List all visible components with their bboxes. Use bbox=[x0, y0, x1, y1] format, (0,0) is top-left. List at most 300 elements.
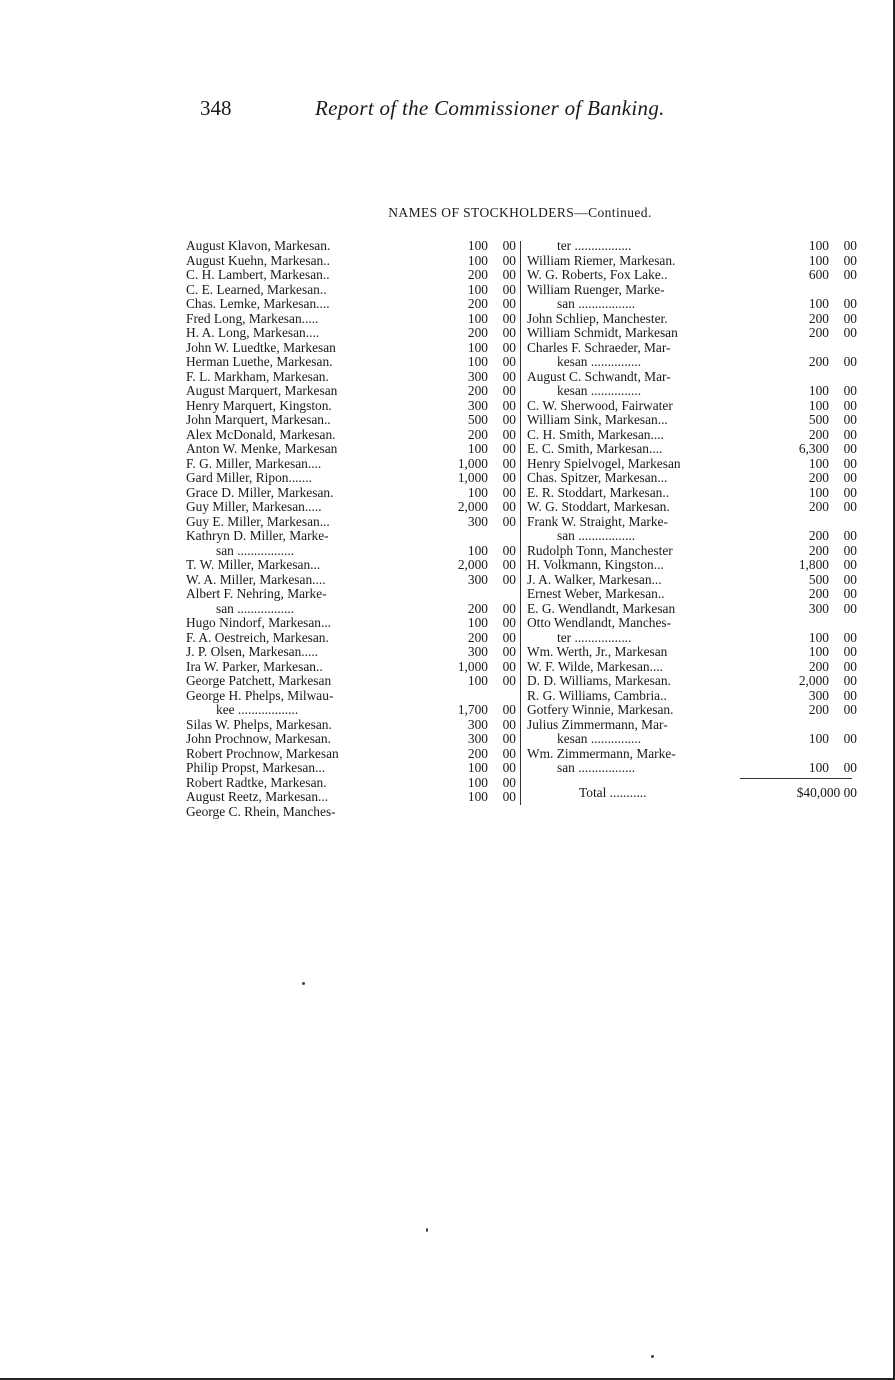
amount-dollars: 600 bbox=[808, 267, 829, 282]
share-amount bbox=[428, 790, 516, 805]
stockholder-name: Robert Radtke, Markesan. bbox=[186, 775, 327, 790]
stockholder-row bbox=[186, 370, 516, 385]
stockholder-name: William Schmidt, Markesan bbox=[527, 326, 678, 340]
stockholder-row bbox=[527, 428, 857, 443]
amount-dollars: 100 bbox=[467, 252, 488, 268]
amount-dollars: 2,000 bbox=[457, 557, 488, 572]
stockholder-name: kee .................. bbox=[216, 703, 299, 717]
total-rule bbox=[740, 778, 852, 779]
stockholder-row bbox=[186, 645, 516, 660]
stockholder-name: Grace D. Miller, Markesan. bbox=[186, 485, 334, 500]
amount-dollars: 200 bbox=[808, 658, 829, 674]
share-amount bbox=[769, 428, 857, 443]
share-amount bbox=[769, 761, 857, 776]
stockholder-name: John Schliep, Manchester. bbox=[527, 311, 668, 326]
share-amount bbox=[769, 457, 857, 472]
amount-cents: 00 bbox=[843, 426, 857, 442]
amount-dollars: 100 bbox=[467, 310, 488, 326]
stockholder-name: Hugo Nindorf, Markesan... bbox=[186, 616, 332, 630]
stockholder-name: Guy Miller, Markesan..... bbox=[186, 500, 322, 514]
amount-dollars: 300 bbox=[808, 687, 829, 703]
stockholder-row bbox=[186, 457, 516, 472]
page-number: 348 bbox=[200, 96, 232, 120]
amount-dollars: 100 bbox=[808, 383, 829, 398]
share-amount bbox=[769, 703, 857, 718]
amount-dollars: 1,700 bbox=[457, 702, 488, 717]
amount-dollars: 200 bbox=[808, 354, 829, 369]
amount-dollars: 300 bbox=[808, 600, 829, 616]
stockholder-name: san ................. bbox=[557, 529, 636, 543]
stockholder-name: Charles F. Schraeder, Mar- bbox=[527, 340, 671, 355]
amount-cents: 00 bbox=[502, 368, 516, 384]
stockholder-row bbox=[527, 602, 857, 617]
stockholder-row bbox=[186, 326, 516, 341]
share-amount bbox=[428, 645, 516, 660]
stockholder-row bbox=[527, 239, 857, 254]
stockholder-name: C. E. Learned, Markesan.. bbox=[186, 282, 327, 297]
share-amount bbox=[769, 587, 857, 602]
stockholder-name: J. P. Olsen, Markesan..... bbox=[186, 645, 319, 659]
amount-dollars: 100 bbox=[467, 774, 488, 790]
stockholder-row bbox=[527, 326, 857, 341]
amount-dollars: 100 bbox=[808, 644, 829, 659]
amount-cents: 00 bbox=[843, 238, 857, 253]
share-amount bbox=[769, 515, 857, 530]
amount-dollars: 200 bbox=[808, 325, 829, 340]
amount-dollars: 100 bbox=[467, 789, 488, 804]
stockholder-row bbox=[186, 689, 516, 704]
amount-dollars: 200 bbox=[467, 267, 488, 282]
stockholder-name: Philip Propst, Markesan... bbox=[186, 761, 326, 775]
share-amount bbox=[769, 660, 857, 675]
amount-dollars: 500 bbox=[467, 412, 488, 427]
amount-dollars: 100 bbox=[467, 615, 488, 630]
stockholder-row bbox=[527, 500, 857, 515]
amount-dollars: 500 bbox=[808, 412, 829, 427]
stockholder-row bbox=[186, 631, 516, 646]
share-amount bbox=[428, 326, 516, 341]
share-amount bbox=[769, 602, 857, 617]
amount-dollars: 200 bbox=[467, 383, 488, 398]
amount-cents: 00 bbox=[502, 267, 516, 282]
amount-dollars: 100 bbox=[808, 296, 829, 311]
share-amount bbox=[428, 399, 516, 414]
share-amount bbox=[769, 442, 857, 457]
stockholder-name: Alex McDonald, Markesan. bbox=[186, 427, 336, 442]
share-amount bbox=[428, 254, 516, 269]
amount-dollars: 200 bbox=[808, 426, 829, 442]
stockholder-name: W. G. Stoddart, Markesan. bbox=[527, 500, 670, 514]
stockholder-row bbox=[186, 587, 516, 602]
share-amount bbox=[428, 442, 516, 457]
amount-dollars: 1,000 bbox=[457, 658, 488, 674]
stockholder-row bbox=[186, 413, 516, 428]
amount-cents: 00 bbox=[843, 644, 857, 659]
stockholder-name: kesan ............... bbox=[557, 732, 642, 746]
stockholder-row bbox=[527, 413, 857, 428]
stockholder-row bbox=[527, 384, 857, 399]
stockholder-name: Silas W. Phelps, Markesan. bbox=[186, 717, 332, 732]
share-amount bbox=[769, 500, 857, 515]
amount-dollars: 100 bbox=[808, 731, 829, 746]
amount-cents: 00 bbox=[502, 629, 516, 645]
stockholder-row bbox=[186, 515, 516, 530]
stockholder-row bbox=[527, 689, 857, 704]
amount-dollars: 100 bbox=[467, 484, 488, 500]
stockholder-name: ter ................. bbox=[557, 239, 632, 253]
amount-dollars: 200 bbox=[467, 629, 488, 645]
amount-cents: 00 bbox=[502, 310, 516, 326]
amount-cents: 00 bbox=[502, 789, 516, 804]
share-amount bbox=[769, 239, 857, 254]
stockholder-name: san ................. bbox=[557, 297, 636, 311]
stockholder-row bbox=[527, 544, 857, 559]
stockholder-row bbox=[186, 660, 516, 675]
stockholder-row bbox=[527, 442, 857, 457]
stockholder-name: George Patchett, Markesan bbox=[186, 674, 332, 688]
amount-cents: 00 bbox=[843, 354, 857, 369]
stockholder-row bbox=[527, 341, 857, 356]
stockholder-name: Frank W. Straight, Marke- bbox=[527, 514, 668, 529]
stockholder-name: H. A. Long, Markesan.... bbox=[186, 326, 320, 340]
stockholder-name: W. A. Miller, Markesan.... bbox=[186, 572, 326, 587]
share-amount bbox=[428, 457, 516, 472]
amount-dollars: 200 bbox=[467, 600, 488, 616]
stockholder-name: August Kuehn, Markesan.. bbox=[186, 253, 330, 268]
amount-cents: 00 bbox=[502, 557, 516, 572]
speck bbox=[302, 982, 305, 985]
amount-dollars: 100 bbox=[467, 760, 488, 775]
stockholder-name: Ira W. Parker, Markesan.. bbox=[186, 659, 323, 674]
amount-cents: 00 bbox=[502, 325, 516, 340]
stockholder-row bbox=[186, 674, 516, 689]
stockholder-row bbox=[527, 283, 857, 298]
amount-dollars: 200 bbox=[467, 325, 488, 340]
share-amount bbox=[769, 297, 857, 312]
amount-cents: 00 bbox=[502, 441, 516, 456]
share-amount bbox=[428, 660, 516, 675]
share-amount bbox=[428, 515, 516, 530]
stockholder-name: Wm. Werth, Jr., Markesan bbox=[527, 645, 668, 659]
amount-dollars: 300 bbox=[467, 731, 488, 746]
stockholder-name: kesan ............... bbox=[557, 355, 642, 369]
amount-cents: 00 bbox=[843, 267, 857, 282]
share-amount bbox=[769, 399, 857, 414]
amount-cents: 00 bbox=[502, 426, 516, 442]
stockholder-row bbox=[527, 747, 857, 762]
stockholder-name: Henry Spielvogel, Markesan bbox=[527, 456, 681, 471]
stockholder-row bbox=[186, 732, 516, 747]
stockholder-row bbox=[527, 573, 857, 588]
stockholder-name: August Reetz, Markesan... bbox=[186, 790, 329, 804]
stockholder-name: Fred Long, Markesan..... bbox=[186, 311, 319, 326]
amount-dollars: 200 bbox=[808, 470, 829, 485]
amount-dollars: 300 bbox=[467, 368, 488, 384]
amount-cents: 00 bbox=[502, 281, 516, 297]
share-amount bbox=[428, 500, 516, 515]
share-amount bbox=[769, 718, 857, 733]
stockholder-name: E. C. Smith, Markesan.... bbox=[527, 442, 663, 456]
share-amount bbox=[769, 645, 857, 660]
report-title: Report of the Commissioner of Banking. bbox=[315, 96, 665, 120]
share-amount bbox=[769, 674, 857, 689]
amount-cents: 00 bbox=[843, 484, 857, 500]
stockholder-row bbox=[527, 254, 857, 269]
stockholder-row bbox=[527, 370, 857, 385]
amount-dollars: 200 bbox=[808, 702, 829, 717]
stockholder-name: E. R. Stoddart, Markesan.. bbox=[527, 485, 670, 500]
share-amount bbox=[769, 355, 857, 370]
stockholder-row bbox=[186, 254, 516, 269]
amount-dollars: 2,000 bbox=[457, 499, 488, 514]
amount-dollars: 1,000 bbox=[457, 455, 488, 471]
stockholder-row bbox=[186, 718, 516, 733]
share-amount bbox=[769, 283, 857, 298]
share-amount bbox=[428, 689, 516, 704]
amount-cents: 00 bbox=[502, 745, 516, 761]
share-amount bbox=[428, 761, 516, 776]
stockholder-row bbox=[527, 732, 857, 747]
amount-cents: 00 bbox=[502, 600, 516, 616]
share-amount bbox=[428, 268, 516, 283]
amount-dollars: 300 bbox=[467, 513, 488, 529]
stockholder-name: san ................. bbox=[216, 543, 295, 558]
stockholder-row bbox=[186, 790, 516, 805]
amount-cents: 00 bbox=[843, 528, 857, 543]
amount-cents: 00 bbox=[502, 470, 516, 485]
stockholder-name: ter ................. bbox=[557, 630, 632, 645]
amount-dollars: 100 bbox=[808, 484, 829, 500]
section-title: NAMES OF STOCKHOLDERS—Continued. bbox=[388, 205, 652, 220]
amount-dollars: 100 bbox=[808, 397, 829, 413]
amount-cents: 00 bbox=[843, 470, 857, 485]
stockholder-name: George H. Phelps, Milwau- bbox=[186, 688, 334, 703]
stockholder-name: August Marquert, Markesan bbox=[186, 384, 338, 398]
stockholder-row bbox=[527, 761, 857, 776]
share-amount bbox=[428, 805, 516, 820]
amount-cents: 00 bbox=[502, 252, 516, 268]
stockholder-row bbox=[527, 631, 857, 646]
amount-dollars: 100 bbox=[467, 542, 488, 558]
amount-cents: 00 bbox=[502, 513, 516, 529]
share-amount bbox=[428, 703, 516, 718]
share-amount bbox=[769, 312, 857, 327]
share-amount bbox=[428, 558, 516, 573]
stockholder-name: Guy E. Miller, Markesan... bbox=[186, 514, 330, 529]
amount-cents: 00 bbox=[502, 658, 516, 674]
stockholder-row bbox=[186, 471, 516, 486]
stockholder-name: George C. Rhein, Manches- bbox=[186, 804, 336, 819]
stockholder-column-right bbox=[527, 239, 857, 776]
column-divider bbox=[520, 241, 521, 805]
amount-dollars: 1,000 bbox=[457, 470, 488, 485]
stockholder-row bbox=[527, 297, 857, 312]
stockholder-row bbox=[186, 703, 516, 718]
amount-cents: 00 bbox=[502, 615, 516, 630]
amount-cents: 00 bbox=[502, 499, 516, 514]
amount-dollars: 200 bbox=[808, 499, 829, 514]
stockholder-row bbox=[527, 529, 857, 544]
total-label: Total ........... bbox=[579, 785, 647, 800]
stockholder-name: C. W. Sherwood, Fairwater bbox=[527, 398, 673, 413]
share-amount bbox=[428, 312, 516, 327]
stockholder-row bbox=[186, 544, 516, 559]
stockholder-row bbox=[186, 486, 516, 501]
share-amount bbox=[428, 732, 516, 747]
amount-cents: 00 bbox=[843, 325, 857, 340]
amount-cents: 00 bbox=[843, 412, 857, 427]
amount-dollars: 100 bbox=[808, 760, 829, 775]
share-amount bbox=[428, 587, 516, 602]
stockholder-name: Anton W. Menke, Markesan bbox=[186, 442, 338, 456]
amount-cents: 00 bbox=[843, 702, 857, 717]
stockholder-name: William Sink, Markesan... bbox=[527, 413, 668, 427]
stockholder-row bbox=[186, 529, 516, 544]
amount-dollars: 100 bbox=[467, 673, 488, 688]
share-amount bbox=[428, 413, 516, 428]
amount-cents: 00 bbox=[502, 412, 516, 427]
stockholder-row bbox=[527, 268, 857, 283]
amount-cents: 00 bbox=[502, 571, 516, 587]
stockholder-row bbox=[527, 355, 857, 370]
stockholder-name: Wm. Zimmermann, Marke- bbox=[527, 746, 676, 761]
share-amount bbox=[428, 616, 516, 631]
share-amount bbox=[428, 341, 516, 356]
stockholder-name: kesan ............... bbox=[557, 384, 642, 398]
stockholder-name: H. Volkmann, Kingston... bbox=[527, 558, 664, 572]
stockholder-row bbox=[186, 747, 516, 762]
amount-dollars: 500 bbox=[808, 571, 829, 587]
stockholder-row bbox=[527, 587, 857, 602]
amount-cents: 00 bbox=[843, 673, 857, 688]
stockholder-name: C. H. Smith, Markesan.... bbox=[527, 427, 664, 442]
stockholder-name: Chas. Lemke, Markesan.... bbox=[186, 297, 330, 311]
amount-cents: 00 bbox=[843, 600, 857, 616]
stockholder-name: Julius Zimmermann, Mar- bbox=[527, 717, 668, 732]
amount-dollars: 300 bbox=[467, 571, 488, 587]
amount-cents: 00 bbox=[843, 252, 857, 268]
stockholder-column-left bbox=[186, 239, 516, 819]
share-amount bbox=[428, 384, 516, 399]
amount-dollars: 100 bbox=[808, 629, 829, 645]
stockholder-row bbox=[186, 602, 516, 617]
share-amount bbox=[428, 573, 516, 588]
share-amount bbox=[428, 776, 516, 791]
stockholder-row bbox=[186, 297, 516, 312]
amount-cents: 00 bbox=[502, 542, 516, 558]
amount-cents: 00 bbox=[502, 644, 516, 659]
stockholder-name: R. G. Williams, Cambria.. bbox=[527, 688, 667, 703]
amount-dollars: 100 bbox=[467, 281, 488, 297]
share-amount bbox=[428, 428, 516, 443]
amount-dollars: 6,300 bbox=[798, 441, 829, 456]
total-amount: $40,000 00 bbox=[796, 785, 857, 800]
amount-dollars: 100 bbox=[467, 339, 488, 355]
share-amount bbox=[769, 747, 857, 762]
amount-cents: 00 bbox=[843, 629, 857, 645]
stockholder-name: E. G. Wendlandt, Markesan bbox=[527, 601, 676, 616]
stockholder-name: Herman Luethe, Markesan. bbox=[186, 355, 333, 369]
amount-dollars: 2,000 bbox=[798, 673, 829, 688]
speck bbox=[426, 1228, 428, 1232]
amount-cents: 00 bbox=[502, 339, 516, 355]
speck bbox=[651, 1355, 654, 1358]
share-amount bbox=[769, 471, 857, 486]
stockholder-name: san ................. bbox=[557, 761, 636, 775]
amount-dollars: 100 bbox=[467, 441, 488, 456]
stockholder-row bbox=[527, 457, 857, 472]
stockholder-row bbox=[186, 428, 516, 443]
share-amount bbox=[769, 413, 857, 428]
share-amount bbox=[769, 631, 857, 646]
share-amount bbox=[769, 689, 857, 704]
amount-cents: 00 bbox=[843, 455, 857, 471]
stockholder-name: D. D. Williams, Markesan. bbox=[527, 674, 671, 688]
share-amount bbox=[769, 268, 857, 283]
amount-dollars: 100 bbox=[467, 238, 488, 253]
amount-cents: 00 bbox=[843, 658, 857, 674]
amount-dollars: 200 bbox=[808, 310, 829, 326]
amount-dollars: 1,800 bbox=[798, 557, 829, 572]
amount-cents: 00 bbox=[843, 441, 857, 456]
stockholder-name: Otto Wendlandt, Manches- bbox=[527, 616, 672, 630]
stockholder-name: san ................. bbox=[216, 601, 295, 616]
stockholder-name: John W. Luedtke, Markesan bbox=[186, 340, 336, 355]
share-amount bbox=[428, 747, 516, 762]
amount-dollars: 100 bbox=[808, 252, 829, 268]
stockholder-name: William Ruenger, Marke- bbox=[527, 282, 665, 297]
stockholder-row bbox=[186, 239, 516, 254]
stockholder-row bbox=[186, 776, 516, 791]
stockholder-row bbox=[186, 341, 516, 356]
stockholder-row bbox=[186, 399, 516, 414]
stockholder-row bbox=[186, 805, 516, 820]
share-amount bbox=[428, 486, 516, 501]
amount-dollars: 200 bbox=[808, 586, 829, 601]
stockholder-name: Ernest Weber, Markesan.. bbox=[527, 587, 665, 601]
stockholder-row bbox=[186, 558, 516, 573]
stockholder-row bbox=[186, 283, 516, 298]
stockholder-name: Rudolph Tonn, Manchester bbox=[527, 543, 673, 558]
amount-dollars: 300 bbox=[467, 644, 488, 659]
stockholder-row bbox=[527, 399, 857, 414]
share-amount bbox=[769, 558, 857, 573]
stockholder-row bbox=[527, 312, 857, 327]
amount-cents: 00 bbox=[843, 571, 857, 587]
stockholder-row bbox=[186, 312, 516, 327]
amount-cents: 00 bbox=[843, 731, 857, 746]
amount-cents: 00 bbox=[843, 557, 857, 572]
stockholder-name: John Prochnow, Markesan. bbox=[186, 732, 331, 746]
share-amount bbox=[769, 529, 857, 544]
share-amount bbox=[428, 471, 516, 486]
amount-dollars: 100 bbox=[808, 238, 829, 253]
stockholder-row bbox=[527, 558, 857, 573]
amount-dollars: 300 bbox=[467, 716, 488, 732]
stockholder-row bbox=[527, 515, 857, 530]
stockholder-row bbox=[527, 674, 857, 689]
share-amount bbox=[769, 544, 857, 559]
share-amount bbox=[428, 602, 516, 617]
stockholder-name: John Marquert, Markesan.. bbox=[186, 413, 331, 427]
share-amount bbox=[769, 384, 857, 399]
stockholder-row bbox=[527, 471, 857, 486]
stockholder-row bbox=[186, 616, 516, 631]
amount-cents: 00 bbox=[502, 383, 516, 398]
stockholder-row bbox=[186, 500, 516, 515]
share-amount bbox=[769, 370, 857, 385]
stockholder-name: T. W. Miller, Markesan... bbox=[186, 558, 321, 572]
